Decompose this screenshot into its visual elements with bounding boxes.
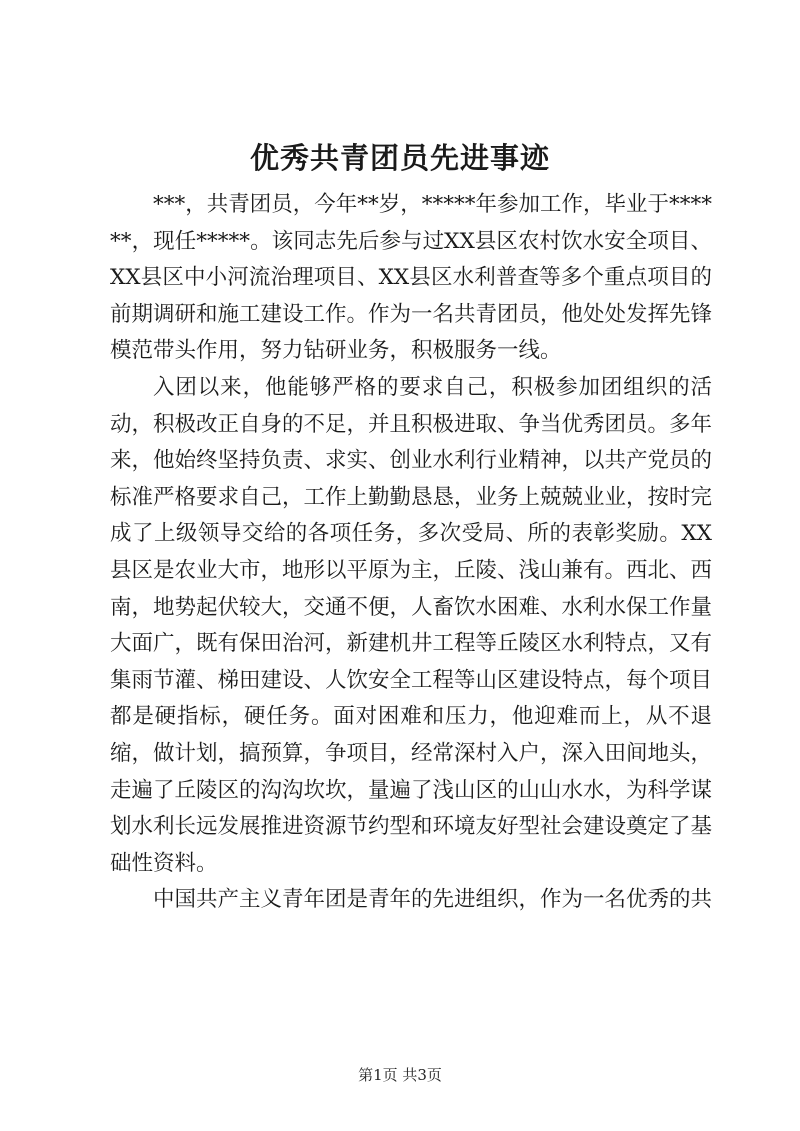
paragraph-2: 入团以来，他能够严格的要求自己，积极参加团组织的活动，积极改正自身的不足，并且积极进取、争当优秀团员。多年来，他始终坚持负责、求实、创业水利行业精神，以共产党员的标准严格要求自己，工作上勤勤恳恳，业务上兢兢业业，按时完成了上级领导交给的各项任务，多次受局、所的表彰奖励。XX县区是农业大市，地形以平原为主，丘陵、浅山兼有。西北、西南，地势起伏较大，交通不便，人畜饮水困难、水利水保工作量大面广，既有保田治河，新建机井工程等丘陵区水利特点，又有集雨节灌、梯田建设、人饮安全工程等山区建设特点，每个项目都是硬指标，硬任务。面对困难和压力，他迎难而上，从不退缩，做计划，搞预算，争项目，经常深村入户，深入田间地头，走遍了丘陵区的沟沟坎坎，量遍了浅山区的山山水水，为科学谋划水利长远发展推进资源节约型和环境友好型社会建设奠定了基础性资料。 — [110, 374, 713, 876]
paragraph-3: 中国共产主义青年团是青年的先进组织，作为一名优秀的共 — [153, 887, 713, 913]
document-title: 优秀共青团员先进事迹 — [249, 141, 550, 175]
document-body — [110, 187, 712, 919]
page-footer: 第1页 共3页 — [358, 1066, 442, 1084]
paragraph-1: ***，共青团员，今年**岁，*****年参加工作，毕业于******，现任*****。该同志先后参与过XX县区农村饮水安全项目、XX县区中小河流治理项目、XX县区水利普查等多个重点项目的前期调研和施工建设工作。作为一名共青团员，他处处发挥先锋模范带头作用，努力钻研业务，积极服务一线。 — [110, 192, 713, 364]
